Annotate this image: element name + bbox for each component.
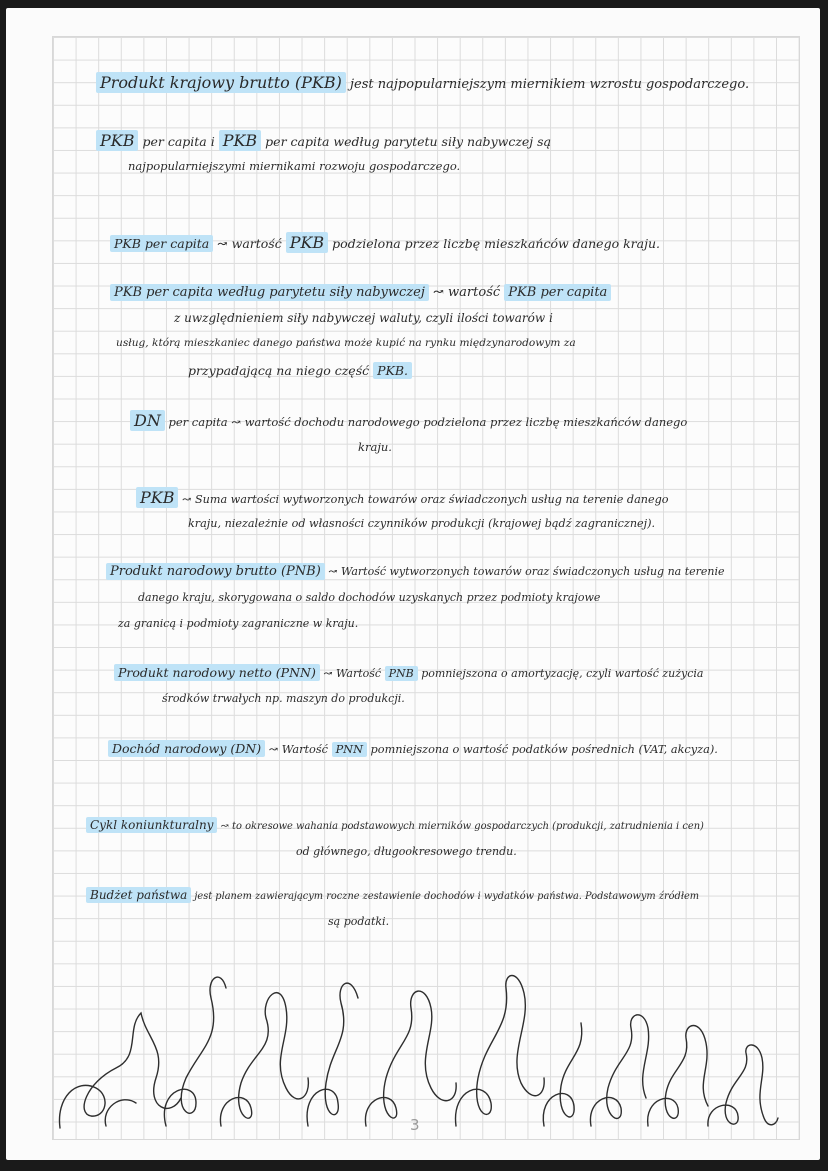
note-dn <box>108 737 718 761</box>
note-text: pomniejszona o wartość podatków pośrednich (VAT, akcyza). <box>370 743 718 756</box>
note-text: usług, którą mieszkaniec danego państwa może kupić na rynku międzynarodowym za <box>116 337 576 349</box>
note-text: podzielona przez liczbę mieszkańców danego kraju. <box>332 236 660 251</box>
note-pkb-measures <box>96 129 551 153</box>
flame-doodle-icon <box>46 958 786 1133</box>
note-text: najpopularniejszymi miernikami rozwoju gospodarczego. <box>128 159 461 173</box>
note-pkb-per-capita <box>110 231 660 255</box>
note-dn-per-capita <box>130 409 687 434</box>
term-highlight: Produkt narodowy netto (PNN) <box>114 664 320 681</box>
note-line <box>174 307 553 330</box>
note-text: z uwzględnieniem siły nabywczej waluty, czyli ilości towarów i <box>174 311 553 325</box>
term-highlight: PKB <box>219 130 261 151</box>
note-text: ↝ wartość <box>433 285 501 300</box>
note-text: od głównego, długookresowego trendu. <box>296 845 517 858</box>
notebook-page <box>6 8 820 1160</box>
note-text: ↝ Wartość <box>268 743 328 756</box>
note-pkb-ppp <box>110 281 611 304</box>
note-line <box>296 840 517 863</box>
note-text: ↝ Wartość <box>323 667 382 680</box>
note-text: kraju, niezależnie od własności czynników produkcji (krajowej bądź zagranicznej). <box>188 517 656 530</box>
term-highlight: PKB per capita według parytetu siły nabywczej <box>110 284 429 301</box>
note-line <box>328 910 389 933</box>
page-number: 3 <box>410 1116 420 1134</box>
note-pkb-definition <box>96 71 749 96</box>
term-highlight: Produkt krajowy brutto (PKB) <box>96 72 346 93</box>
note-line <box>188 512 655 535</box>
term-highlight: PKB per capita <box>110 235 213 252</box>
note-cykl <box>86 814 704 838</box>
note-text: per capita ↝ wartość dochodu narodowego podzielona przez liczbę mieszkańców danego <box>168 415 688 429</box>
note-text: ↝ wartość <box>217 236 282 251</box>
note-line <box>128 155 460 178</box>
term-highlight: PKB. <box>373 362 412 379</box>
note-text: przypadającą na niego część <box>188 363 370 378</box>
note-budzet <box>86 884 699 908</box>
term-highlight: PKB per capita <box>504 284 611 301</box>
note-text: danego kraju, skorygowana o saldo dochodów uzyskanych przez podmioty krajowe <box>138 591 601 604</box>
term-highlight: Produkt narodowy brutto (PNB) <box>106 563 325 580</box>
note-pkb-sum <box>136 486 668 511</box>
note-text: są podatki. <box>328 915 390 928</box>
note-text: ↝ Suma wartości wytworzonych towarów oraz świadczonych usług na terenie danego <box>182 493 669 506</box>
term-highlight: Budżet państwa <box>86 887 191 903</box>
note-text: pomniejszona o amortyzację, czyli wartość zużycia <box>421 667 704 680</box>
term-highlight: PKB <box>286 232 328 253</box>
term-highlight: DN <box>130 410 165 431</box>
note-line <box>358 436 392 459</box>
note-pnn <box>114 661 703 685</box>
term-highlight: PNB <box>385 666 418 681</box>
note-text: kraju. <box>358 440 392 454</box>
term-highlight: Cykl koniunkturalny <box>86 817 217 833</box>
note-pnb <box>106 560 725 583</box>
term-highlight: PKB <box>136 487 178 508</box>
note-text: ↝ to okresowe wahania podstawowych mierników gospodarczych (produkcji, zatrudnienia i cen) <box>220 821 704 832</box>
note-line <box>188 359 412 382</box>
note-text: jest najpopularniejszym miernikiem wzrostu gospodarczego. <box>349 77 750 92</box>
note-text: za granicą i podmioty zagraniczne w kraju. <box>118 617 359 630</box>
note-text: per capita według parytetu siły nabywczej są <box>265 134 552 149</box>
note-line <box>162 687 405 710</box>
note-text: per capita i <box>142 134 215 149</box>
note-text: środków trwałych np. maszyn do produkcji. <box>162 692 405 705</box>
note-text: jest planem zawierającym roczne zestawienie dochodów i wydatków państwa. Podstawowym źródłem <box>194 891 700 902</box>
term-highlight: Dochód narodowy (DN) <box>108 740 265 757</box>
note-line <box>116 332 576 355</box>
note-text: ↝ Wartość wytworzonych towarów oraz świadczonych usług na terenie <box>328 565 725 578</box>
note-line <box>138 586 600 609</box>
note-line <box>118 612 358 635</box>
term-highlight: PNN <box>332 742 367 757</box>
term-highlight: PKB <box>96 130 138 151</box>
